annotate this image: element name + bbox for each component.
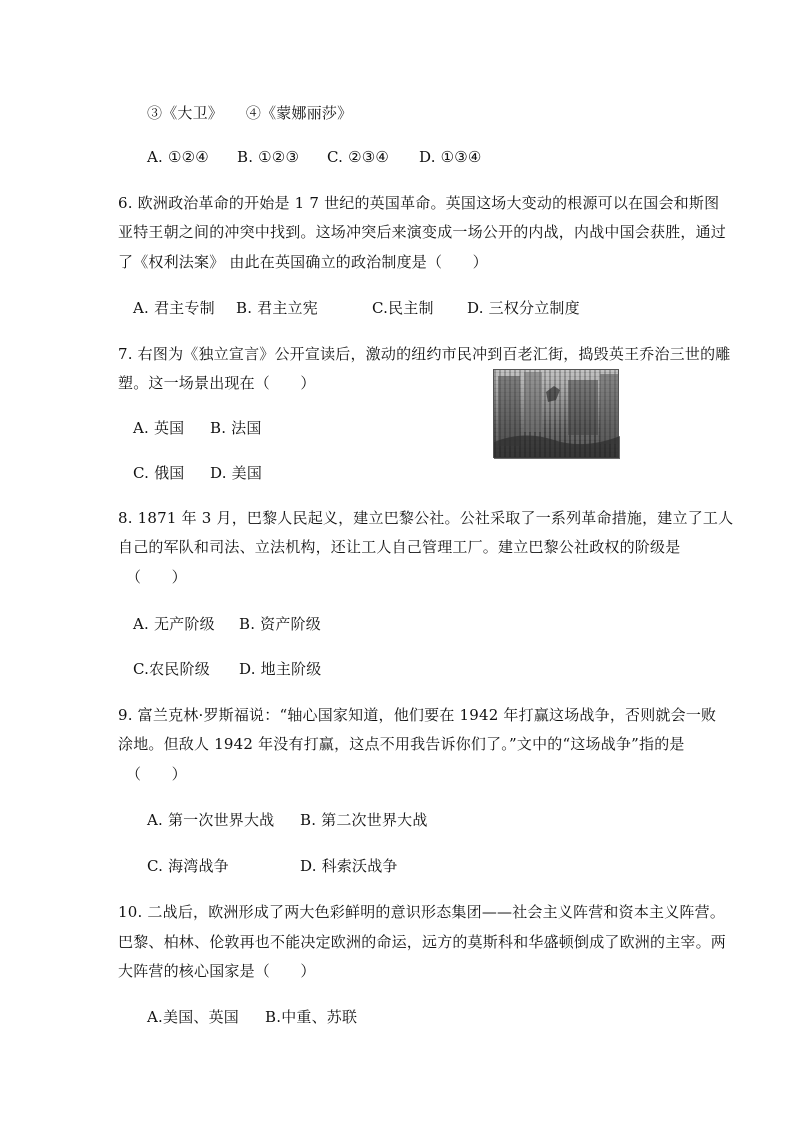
- q9-stem-line-1: 9. 富兰克林·罗斯福说：“轴心国家知道，他们要在 1942 年打赢这场战争，否则就会一败: [118, 706, 717, 724]
- q5-option-a[interactable]: A. ①②④: [147, 148, 209, 166]
- q6-stem-line-1: 6. 欧洲政治革命的开始是 1 7 世纪的英国革命。英国这场大变动的根源可以在国会和斯图: [118, 194, 720, 212]
- q5-option-c[interactable]: C. ②③④: [327, 148, 390, 166]
- statue-toppling-photo: [493, 369, 619, 458]
- q7-option-d[interactable]: D. 美国: [210, 464, 263, 482]
- q9-option-b[interactable]: B. 第二次世界大战: [300, 811, 428, 829]
- q7-options-row-1: [133, 418, 262, 438]
- q8-option-a[interactable]: A. 无产阶级: [133, 615, 215, 633]
- q5-options: [147, 147, 482, 167]
- q10-options-row-1: [147, 1007, 357, 1027]
- q9-options-row-1: [147, 810, 428, 830]
- photo-scene: [494, 370, 620, 459]
- q7-stem-line-1: 7. 右图为《独立宣言》公开宣读后，激动的纽约市民冲到百老汇街，捣毁英王乔治三世的雕: [118, 345, 731, 363]
- q5-option-d[interactable]: D. ①③④: [419, 148, 482, 166]
- q9-option-a[interactable]: A. 第一次世界大战: [147, 811, 275, 829]
- q8-stem-line-2: 自己的军队和司法、立法机构，还让工人自己管理工厂。建立巴黎公社政权的阶级是: [118, 538, 681, 556]
- q6-option-a[interactable]: A. 君主专制: [133, 299, 215, 317]
- q6-stem-line-2: 亚特王朝之间的冲突中找到。这场冲突后来演变成一场公开的内战，内战中国会获胜，通过: [118, 223, 727, 241]
- q9-stem-line-2: 涂地。但敌人 1942 年没有打赢，这点不用我告诉你们了。”文中的“这场战争”指的是: [118, 735, 685, 753]
- q8-options-row-1: [133, 614, 321, 634]
- q6-option-c[interactable]: C.民主制: [372, 299, 434, 317]
- q7-option-b[interactable]: B. 法国: [210, 419, 262, 437]
- q5-option-b[interactable]: B. ①②③: [237, 148, 300, 166]
- q6-option-d[interactable]: D. 三权分立制度: [467, 299, 580, 317]
- q8-stem-line-3: （ ）: [126, 568, 187, 586]
- q8-option-c[interactable]: C.农民阶级: [133, 660, 210, 678]
- q7-option-c[interactable]: C. 俄国: [133, 464, 185, 482]
- q9-options-row-2: [147, 856, 398, 876]
- q10-option-a[interactable]: A.美国、英国: [147, 1008, 240, 1026]
- q6-options: [133, 298, 580, 318]
- q9-stem-line-3: （ ）: [126, 765, 187, 783]
- q9-option-c[interactable]: C. 海湾战争: [147, 857, 229, 875]
- q7-stem-line-2: 塑。这一场景出现在（ ）: [118, 374, 316, 392]
- q7-option-a[interactable]: A. 英国: [133, 419, 185, 437]
- q10-stem-line-2: 巴黎、柏林、伦敦再也不能决定欧洲的命运，远方的莫斯科和华盛顿倒成了欧洲的主宰。两: [118, 933, 727, 951]
- q8-options-row-2: [133, 659, 321, 679]
- q6-option-b[interactable]: B. 君主立宪: [236, 299, 318, 317]
- q9-option-d[interactable]: D. 科索沃战争: [300, 857, 398, 875]
- q8-stem-line-1: 8. 1871 年 3 月，巴黎人民起义，建立巴黎公社。公社采取了一系列革命措施，建立了工人: [118, 509, 734, 527]
- q10-stem-line-3: 大阵营的核心国家是（ ）: [118, 962, 316, 980]
- q6-stem-line-3: 了《权利法案》 由此在英国确立的政治制度是（ ）: [118, 253, 488, 271]
- q10-stem-line-1: 10. 二战后，欧洲形成了两大色彩鲜明的意识形态集团——社会主义阵营和资本主义阵营。: [118, 903, 726, 921]
- q5-items-line: ③《大卫》 ④《蒙娜丽莎》: [147, 104, 353, 122]
- q8-option-b[interactable]: B. 资产阶级: [239, 615, 321, 633]
- q8-option-d[interactable]: D. 地主阶级: [239, 660, 322, 678]
- q10-option-b[interactable]: B.中重、苏联: [265, 1008, 358, 1026]
- q7-options-row-2: [133, 463, 262, 483]
